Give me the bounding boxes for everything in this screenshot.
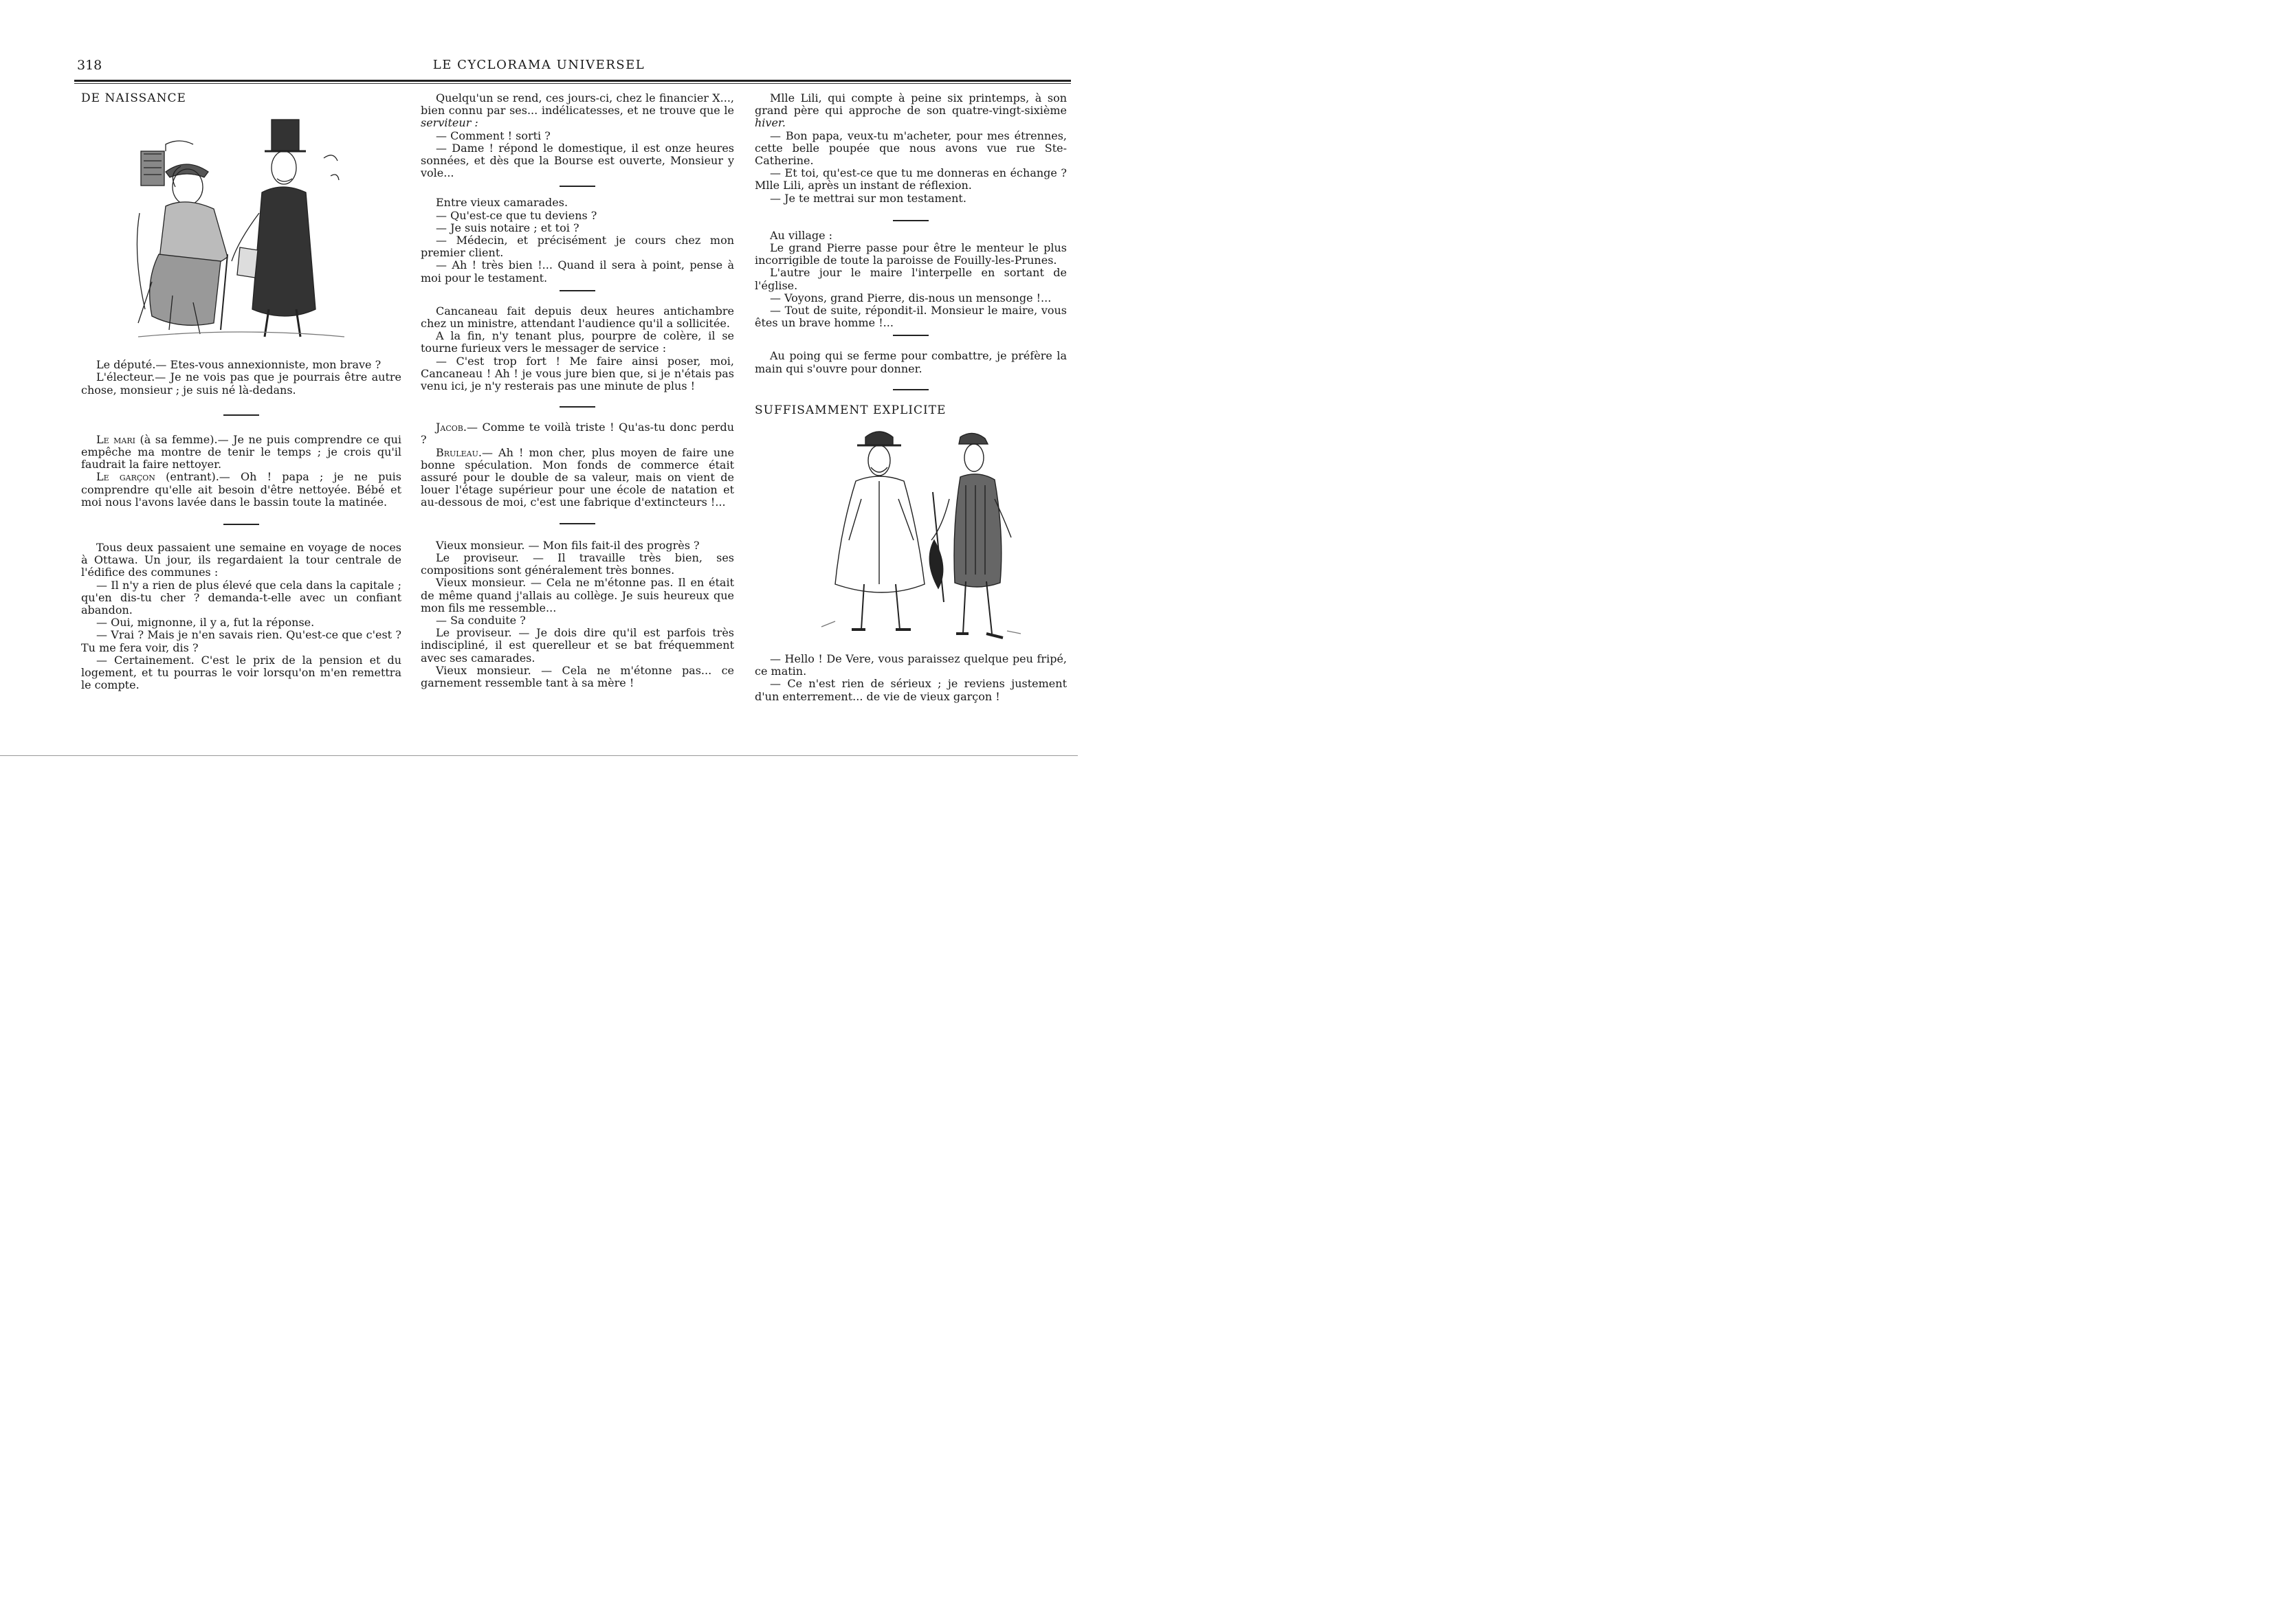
paragraph-ottawa-4: — Vrai ? Mais je n'en savais rien. Qu'est-ce que c'est ? Tu me fera voir, dis ? (81, 628, 401, 654)
paragraph-proviseur-1: Vieux monsieur. — Mon fils fait-il des progrès ? (436, 538, 700, 552)
page-header (0, 58, 1078, 78)
paragraph-lili-3: — Et toi, qu'est-ce que tu me donneras en échange ? Mlle Lili, après un instant de réflexion. (755, 166, 1067, 192)
illustration-depute-electeur (124, 110, 358, 341)
paragraph-ottawa-1: Tous deux passaient une semaine en voyage de noces à Ottawa. Un jour, ils regardaient la tour centrale de l'édifice des communes : (81, 541, 401, 579)
text-hiver: hiver. (755, 116, 786, 130)
paragraph-ottawa-2: — Il n'y a rien de plus élevé que cela dans la capitale ; qu'en dis-tu cher ? demanda-t-elle avec un confiant abandon. (81, 578, 401, 617)
paragraph-camarades-5: — Ah ! très bien !... Quand il sera à point, pense à moi pour le testament. (421, 258, 734, 285)
paragraph-garcon (81, 471, 401, 509)
paragraph-financier-3: — Dame ! répond le domestique, il est onze heures sonnées, et dès que la Bourse est ouverte, Monsieur y vole... (421, 141, 734, 180)
paragraph-cancaneau-1: Cancaneau fait depuis deux heures antichambre chez un ministre, attendant l'audience qu'il a sollicitée. (421, 304, 734, 331)
paragraph-financier-2: — Comment ! sorti ? (436, 129, 551, 142)
speaker-jacob: Jacob. (436, 421, 467, 434)
paragraph-lili-4: — Je te mettrai sur mon testament. (770, 191, 966, 205)
paragraph-bruleau (421, 447, 734, 509)
speaker-bruleau: Bruleau. (436, 445, 482, 459)
column-right (755, 92, 1067, 703)
text-bruleau: — Ah ! mon cher, plus moyen de faire une bonne spéculation. Mon fonds de commerce était assuré pour le double de sa valeur, mais on vient de louer l'étage supérieur pour une école de natation et au-dessous de moi, c'est une fabrique d'extincteurs !... (421, 445, 734, 509)
paragraph-proviseur-5: Le proviseur. — Je dois dire qu'il est parfois très indiscipliné, il est querelleur et se bat fréquemment avec ses camarades. (421, 626, 734, 665)
page-number: 318 (77, 58, 102, 73)
text-jacob: — Comme te voilà triste ! Qu'as-tu donc perdu ? (421, 421, 734, 447)
paragraph-ottawa-3: — Oui, mignonne, il y a, fut la réponse. (96, 616, 315, 630)
column-middle (421, 92, 734, 689)
section-title-de-naissance: DE NAISSANCE (81, 91, 186, 105)
paragraph-lili-2: — Bon papa, veux-tu m'acheter, pour mes étrennes, cette belle poupée que nous avons vue rue Ste-Catherine. (755, 129, 1067, 168)
text-lili: Mlle Lili, qui compte à peine six printemps, à son grand père qui approche de son quatre-vingt-sixième (755, 91, 1067, 118)
paragraph-ottawa-5: — Certainement. C'est le prix de la pension et du logement, et tu pourras le voir lorsqu'on m'en remettra le compte. (81, 653, 401, 692)
paragraph-village-5: — Tout de suite, répondit-il. Monsieur le maire, vous êtes un brave homme !... (755, 304, 1067, 330)
paragraph-lili-1 (755, 92, 1067, 130)
paragraph-financier-1 (421, 92, 734, 130)
paragraph-camarades-4: — Médecin, et précisément je cours chez mon premier client. (421, 234, 734, 260)
paragraph-cancaneau-3: — C'est trop fort ! Me faire ainsi poser, moi, Cancaneau ! Ah ! je vous jure bien que, si je n'étais pas venu ici, je n'y resterais pas une minute de plus ! (421, 354, 734, 393)
paragraph-jacob (421, 421, 734, 446)
running-title: LE CYCLORAMA UNIVERSEL (432, 58, 645, 72)
text-mari: (à sa femme).— Je ne puis comprendre ce qui empêche ma montre de tenir le temps ; je crois qu'il faudrait la faire nettoyer. (81, 432, 402, 471)
speaker-garcon: Le garçon (96, 470, 155, 484)
paragraph-mari (81, 434, 401, 471)
illustration-de-vere (780, 423, 1041, 649)
paragraph-proviseur-6: Vieux monsieur. — Cela ne m'étonne pas... ce garnement ressemble tant à sa mère ! (421, 663, 734, 689)
caption-enterrement: — Ce n'est rien de sérieux ; je reviens justement d'un enterrement... de vie de vieux garçon ! (755, 677, 1067, 703)
text-garcon: (entrant).— Oh ! papa ; je ne puis comprendre qu'elle ait besoin d'être nettoyée. Bébé et moi nous l'avons lavée dans le bassin toute la matinée. (81, 470, 401, 509)
section-title-suffisamment-explicite: SUFFISAMMENT EXPLICITE (755, 403, 947, 417)
paragraph-proviseur-2: Le proviseur. — Il travaille très bien, ses compositions sont généralement très bonnes. (421, 550, 734, 577)
column-left (81, 92, 401, 691)
paragraph-camarades-3: — Je suis notaire ; et toi ? (436, 221, 579, 234)
paragraph-proviseur-3: Vieux monsieur. — Cela ne m'étonne pas. Il en était de même quand j'allais au collège. Je suis heureux que mon fils me ressemble... (421, 576, 734, 614)
paragraph-village-4: — Voyons, grand Pierre, dis-nous un mensonge !... (770, 291, 1052, 304)
paragraph-village-1: Au village : (770, 228, 833, 242)
text-serviteur: serviteur : (421, 116, 478, 130)
footer-rule (0, 755, 1078, 756)
paragraph-poing: Au poing qui se ferme pour combattre, je préfère la main qui s'ouvre pour donner. (755, 349, 1067, 375)
paragraph-cancaneau-2: A la fin, n'y tenant plus, pourpre de colère, il se tourne furieux vers le messager de service : (421, 329, 734, 355)
paragraph-village-2: Le grand Pierre passe pour être le menteur le plus incorrigible de toute la paroisse de Fouilly-les-Prunes. (755, 241, 1067, 267)
caption-hello: — Hello ! De Vere, vous paraissez quelque peu fripé, ce matin. (755, 652, 1067, 678)
caption-electeur: L'électeur.— Je ne vois pas que je pourrais être autre chose, monsieur ; je suis né là-dedans. (81, 370, 401, 397)
caption-depute: Le député.— Etes-vous annexionniste, mon brave ? (96, 358, 382, 372)
speaker-mari: Le mari (96, 432, 135, 446)
paragraph-camarades-1: Entre vieux camarades. (436, 196, 568, 210)
paragraph-proviseur-4: — Sa conduite ? (436, 613, 526, 627)
text-financier: Quelqu'un se rend, ces jours-ci, chez le financier X..., bien connu par ses... indélicatesses, et ne trouve que le (421, 91, 734, 118)
header-rule-thin (74, 83, 1071, 84)
paragraph-camarades-2: — Qu'est-ce que tu deviens ? (436, 208, 597, 222)
paragraph-village-3: L'autre jour le maire l'interpelle en sortant de l'église. (755, 266, 1067, 292)
header-rule (74, 80, 1071, 82)
